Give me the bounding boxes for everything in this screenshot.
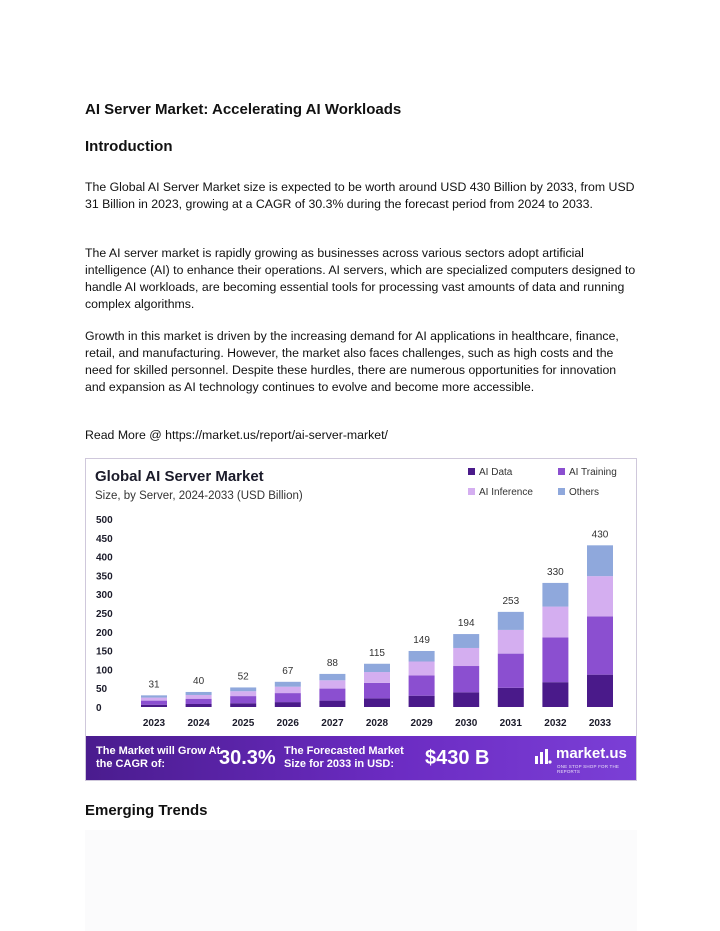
- bar-total-label: 253: [502, 595, 520, 607]
- bar-total-label: 52: [237, 671, 249, 683]
- x-tick-label: 2028: [365, 718, 389, 729]
- summary-banner: [86, 736, 636, 780]
- bar-segment-ai-inference: [587, 576, 613, 616]
- bar-total-label: 149: [413, 634, 430, 646]
- document-title: AI Server Market: Accelerating AI Workloads: [85, 101, 402, 118]
- page-faded-area: [85, 830, 637, 931]
- legend-item-others: Others: [558, 487, 599, 498]
- cagr-value: 30.3%: [219, 747, 276, 769]
- paragraph-market-size: The Global AI Server Market size is expected to be worth around USD 430 Billion by 2033, from USD 31 Billion in 2023, growing at a CAGR of 30.3% during the forecast period from 2024 to 2033.: [85, 180, 635, 211]
- y-tick-label: 250: [96, 609, 113, 620]
- bar-segment-ai-inference: [275, 687, 301, 693]
- bar-segment-ai-training: [542, 637, 568, 682]
- y-tick-label: 50: [96, 684, 108, 696]
- bar-segment-ai-training: [186, 699, 212, 704]
- bar-segment-ai-data: [542, 682, 568, 707]
- bar-segment-ai-data: [409, 696, 435, 707]
- y-tick-label: 0: [96, 703, 102, 714]
- x-tick-label: 2023: [142, 718, 166, 729]
- forecast-value: $430 B: [425, 747, 490, 769]
- legend-item-ai-inference: AI Inference: [468, 487, 533, 498]
- x-tick-label: 2024: [187, 718, 210, 729]
- emerging-trends-heading: Emerging Trends: [85, 802, 208, 819]
- legend-item-ai-training: AI Training: [558, 467, 617, 478]
- x-tick-label: 2032: [544, 718, 567, 729]
- x-tick-label: 2030: [455, 718, 478, 729]
- x-tick-label: 2033: [588, 718, 612, 729]
- bar-total-label: 194: [457, 618, 475, 630]
- y-tick-label: 200: [96, 627, 113, 639]
- bar-segment-ai-data: [587, 675, 613, 707]
- bar-segment-others: [186, 692, 212, 695]
- bar-segment-others: [275, 682, 301, 687]
- bar-segment-ai-training: [141, 701, 167, 705]
- bar-total-label: 88: [326, 657, 338, 669]
- bar-segment-ai-data: [275, 702, 301, 707]
- legend-item-ai-data: AI Data: [468, 467, 512, 478]
- bar-segment-ai-training: [319, 689, 345, 701]
- x-tick-label: 2027: [321, 718, 344, 729]
- bar-segment-others: [587, 545, 613, 576]
- y-tick-label: 450: [96, 533, 113, 545]
- y-tick-label: 150: [96, 646, 113, 658]
- bar-total-label: 67: [282, 665, 294, 677]
- bar-segment-ai-inference: [542, 607, 568, 638]
- brand-name: market.us: [556, 745, 627, 762]
- bar-segment-ai-training: [498, 654, 524, 688]
- bar-total-label: 31: [148, 679, 160, 691]
- bar-segment-ai-training: [364, 683, 390, 698]
- bar-segment-ai-training: [453, 666, 479, 692]
- y-tick-label: 400: [96, 552, 113, 564]
- bar-segment-ai-inference: [186, 695, 212, 699]
- read-more-link[interactable]: Read More @ https://market.us/report/ai-server-market/: [85, 428, 388, 442]
- x-tick-label: 2029: [410, 718, 433, 729]
- bar-segment-others: [498, 612, 524, 630]
- bar-segment-ai-training: [230, 696, 256, 703]
- y-tick-label: 300: [96, 590, 113, 602]
- bar-segment-others: [141, 695, 167, 697]
- bar-total-label: 330: [547, 566, 564, 578]
- bar-total-label: 430: [591, 529, 609, 541]
- bar-segment-others: [453, 634, 479, 648]
- introduction-heading: Introduction: [85, 138, 173, 155]
- bar-segment-ai-data: [453, 692, 479, 707]
- paragraph-growth-drivers: Growth in this market is driven by the increasing demand for AI applications in healthcare, finance, retail, and manufacturing. However, the market also faces challenges, such as high costs and the need for skilled personnel. Despite these hurdles, there are numerous opportunities for innovation and expansion as AI technology continues to evolve and become more accessible.: [85, 329, 619, 394]
- paragraph-market-overview: The AI server market is rapidly growing as businesses across various sectors adopt artificial intelligence (AI) to enhance their operations. AI servers, which are specialized computers designed to handle AI workloads, are becoming essential tools for processing vast amounts of data and running complex algorithms.: [85, 246, 636, 311]
- bar-segment-ai-data: [498, 688, 524, 707]
- bar-segment-ai-training: [275, 693, 301, 702]
- bar-segment-ai-inference: [141, 698, 167, 701]
- y-tick-label: 350: [96, 571, 113, 583]
- bar-total-label: 40: [193, 675, 205, 687]
- bar-segment-ai-data: [186, 704, 212, 707]
- bar-segment-ai-data: [364, 698, 390, 707]
- bar-segment-ai-data: [230, 703, 256, 707]
- bar-segment-ai-data: [319, 701, 345, 707]
- stacked-bar-chart: [86, 459, 637, 739]
- market-infographic: [85, 458, 637, 781]
- bar-segment-others: [230, 687, 256, 691]
- bar-segment-others: [409, 651, 435, 662]
- bar-segment-ai-inference: [498, 630, 524, 654]
- bar-segment-ai-training: [587, 616, 613, 674]
- bar-segment-others: [319, 674, 345, 680]
- bar-segment-ai-inference: [230, 691, 256, 696]
- y-tick-label: 500: [96, 515, 113, 526]
- bar-segment-others: [542, 583, 568, 607]
- bar-segment-ai-data: [141, 705, 167, 707]
- bar-segment-ai-inference: [453, 648, 479, 666]
- brand-tagline: ONE STOP SHOP FOR THE REPORTS: [557, 764, 620, 774]
- bar-segment-others: [364, 664, 390, 672]
- chart-title: Global AI Server Market: [95, 468, 264, 485]
- chart-subtitle: Size, by Server, 2024-2033 (USD Billion): [95, 490, 303, 502]
- bar-total-label: 115: [369, 647, 385, 659]
- forecast-caption: The Forecasted Market Size for 2033 in USD:: [284, 745, 404, 770]
- y-tick-label: 100: [96, 665, 113, 677]
- bar-segment-ai-training: [409, 675, 435, 695]
- x-tick-label: 2031: [499, 718, 522, 729]
- bar-segment-ai-inference: [409, 662, 435, 676]
- x-tick-label: 2026: [276, 718, 299, 729]
- market-us-logo-icon: [534, 748, 552, 766]
- bar-segment-ai-inference: [319, 680, 345, 688]
- x-tick-label: 2025: [232, 718, 255, 729]
- cagr-caption: The Market will Grow At the CAGR of:: [96, 745, 221, 770]
- bar-segment-ai-inference: [364, 672, 390, 683]
